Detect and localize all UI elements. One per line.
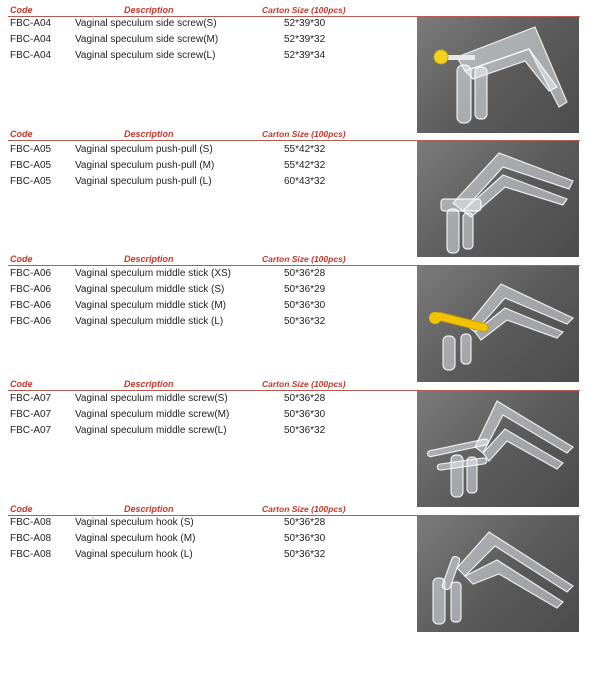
product-photo-speculum-middle-stick [417, 266, 579, 382]
product-code: FBC-A04 [10, 18, 52, 29]
description-header: Description [124, 129, 174, 139]
product-code: FBC-A04 [10, 34, 52, 45]
product-code: FBC-A08 [10, 549, 52, 560]
product-photo-speculum-middle-screw [417, 391, 579, 507]
description-header: Description [124, 504, 174, 514]
product-code: FBC-A07 [10, 393, 52, 404]
product-code: FBC-A04 [10, 50, 52, 61]
carton-size: 55*42*32 [284, 160, 326, 171]
product-description: Vaginal speculum hook (S) [75, 517, 194, 528]
code-header: Code [10, 379, 33, 389]
carton-size: 50*36*28 [284, 517, 326, 528]
product-description: Vaginal speculum side screw(M) [75, 34, 219, 45]
product-photo-speculum-side-screw [417, 17, 579, 133]
product-description: Vaginal speculum middle stick (S) [75, 284, 225, 295]
product-code: FBC-A07 [10, 409, 52, 420]
product-description: Vaginal speculum side screw(L) [75, 50, 216, 61]
code-header: Code [10, 129, 33, 139]
product-code: FBC-A06 [10, 284, 52, 295]
product-description: Vaginal speculum push-pull (M) [75, 160, 215, 171]
carton-size: 50*36*30 [284, 300, 326, 311]
product-description: Vaginal speculum side screw(S) [75, 18, 217, 29]
carton-size: 55*42*32 [284, 144, 326, 155]
carton-size: 50*36*30 [284, 409, 326, 420]
product-description: Vaginal speculum middle stick (XS) [75, 268, 231, 279]
carton-size: 50*36*32 [284, 549, 326, 560]
description-header: Description [124, 254, 174, 264]
carton-size: 52*39*34 [284, 50, 326, 61]
carton-size: 52*39*32 [284, 34, 326, 45]
product-code: FBC-A07 [10, 425, 52, 436]
carton-size: 52*39*30 [284, 18, 326, 29]
product-description: Vaginal speculum middle screw(S) [75, 393, 228, 404]
product-description: Vaginal speculum middle stick (L) [75, 316, 224, 327]
code-header: Code [10, 5, 33, 15]
product-description: Vaginal speculum push-pull (L) [75, 176, 212, 187]
product-code: FBC-A08 [10, 517, 52, 528]
product-code: FBC-A05 [10, 176, 52, 187]
product-description: Vaginal speculum middle screw(M) [75, 409, 230, 420]
product-description: Vaginal speculum hook (L) [75, 549, 193, 560]
product-code: FBC-A06 [10, 268, 52, 279]
product-description: Vaginal speculum middle stick (M) [75, 300, 226, 311]
carton-size: 50*36*32 [284, 425, 326, 436]
product-photo-speculum-push-pull [417, 141, 579, 257]
carton-size-header: Carton Size (100pcs) [262, 5, 346, 15]
product-code: FBC-A06 [10, 316, 52, 327]
carton-size-header: Carton Size (100pcs) [262, 504, 346, 514]
description-header: Description [124, 5, 174, 15]
carton-size-header: Carton Size (100pcs) [262, 379, 346, 389]
product-photo-speculum-hook [417, 516, 579, 632]
product-description: Vaginal speculum hook (M) [75, 533, 196, 544]
carton-size: 50*36*32 [284, 316, 326, 327]
product-description: Vaginal speculum push-pull (S) [75, 144, 213, 155]
code-header: Code [10, 504, 33, 514]
product-code: FBC-A05 [10, 144, 52, 155]
carton-size-header: Carton Size (100pcs) [262, 129, 346, 139]
code-header: Code [10, 254, 33, 264]
carton-size: 50*36*30 [284, 533, 326, 544]
product-code: FBC-A06 [10, 300, 52, 311]
product-description: Vaginal speculum middle screw(L) [75, 425, 227, 436]
carton-size: 50*36*29 [284, 284, 326, 295]
carton-size: 50*36*28 [284, 268, 326, 279]
carton-size: 60*43*32 [284, 176, 326, 187]
carton-size: 50*36*28 [284, 393, 326, 404]
carton-size-header: Carton Size (100pcs) [262, 254, 346, 264]
product-code: FBC-A08 [10, 533, 52, 544]
description-header: Description [124, 379, 174, 389]
product-code: FBC-A05 [10, 160, 52, 171]
